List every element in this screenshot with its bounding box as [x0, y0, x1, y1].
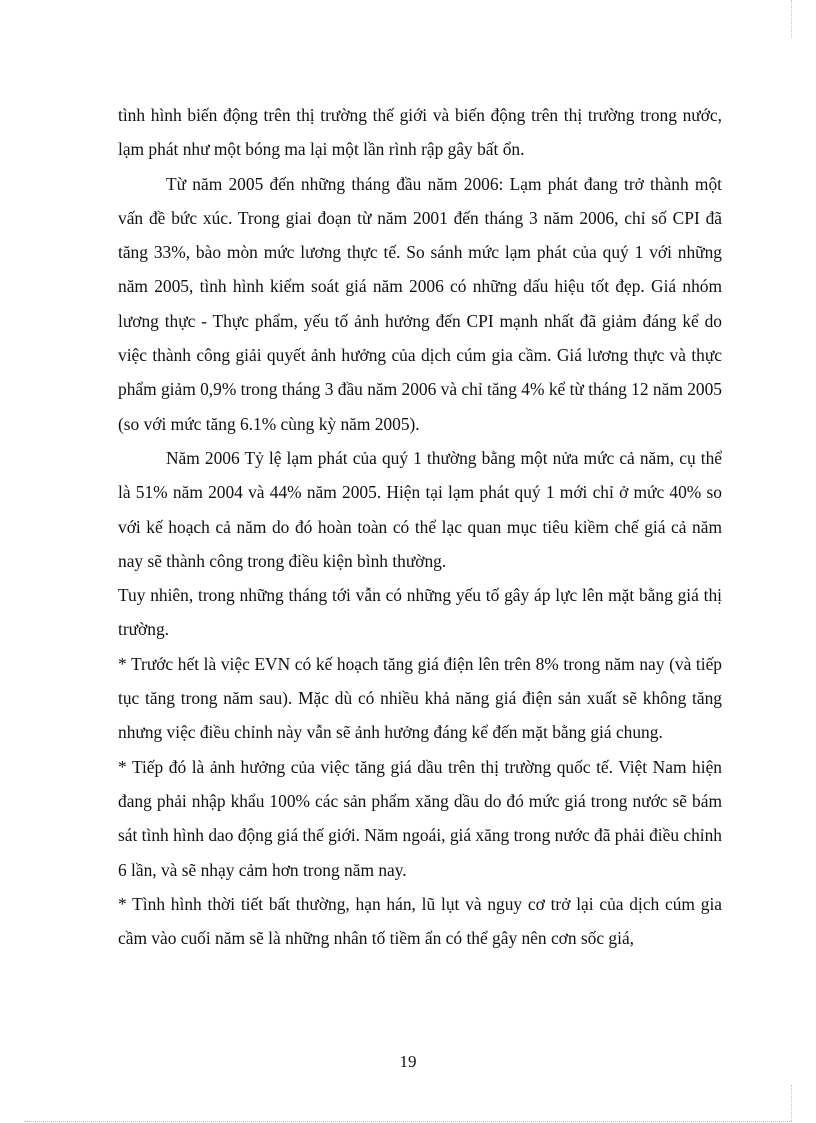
bullet-paragraph-oil: * Tiếp đó là ảnh hưởng của việc tăng giá dầu trên thị trường quốc tế. Việt Nam hiện đang phải nhập khẩu 100% các sản phẩm xăng dầu do đó mức giá trong nước sẽ bám sát tình hình dao động giá thế giới. Năm ngoái, giá xăng trong nước đã phải điều chỉnh 6 lần, và sẽ nhạy cảm hơn trong năm nay. [118, 756, 723, 880]
margin-guide-top [791, 0, 792, 38]
bullet-paragraph-electricity: * Trước hết là việc EVN có kế hoạch tăng giá điện lên trên 8% trong năm nay (và tiếp tục tăng trong năm sau). Mặc dù có nhiều khả năng giá điện sản xuất sẽ không tăng nhưng việc điều chỉnh này vẫn sẽ ảnh hưởng đáng kể đến mặt bằng giá chung. [118, 653, 722, 743]
paragraph-1: tình hình biến động trên thị trường thế giới và biến động trên thị trường trong nước, lạm phát như một bóng ma lại một lần rình rập gây bất ổn. [118, 105, 722, 160]
margin-guide-bottom [791, 1085, 792, 1121]
paragraph-4: Tuy nhiên, trong những tháng tới vẫn có những yếu tố gây áp lực lên mặt bằng giá thị trường. [118, 585, 722, 640]
footer-dotted-rule [24, 1121, 792, 1122]
paragraph-3: Năm 2006 Tỷ lệ lạm phát của quý 1 thường bằng một nửa mức cả năm, cụ thể là 51% năm 2004 và 44% năm 2005. Hiện tại lạm phát quý 1 mới chỉ ở mức 40% so với kế hoạch cả năm do đó hoàn toàn có thể lạc quan mục tiêu kiềm chế giá cả năm nay sẽ thành công trong điều kiện bình thường. [118, 447, 722, 571]
paragraph-2: Từ năm 2005 đến những tháng đầu năm 2006: Lạm phát đang trở thành một vấn đề bức xúc. Trong giai đoạn từ năm 2001 đến tháng 3 năm 2006, chỉ số CPI đã tăng 33%, bào mòn mức lương thực tế. So sánh mức lạm phát của quý 1 với những năm 2005, tình hình kiểm soát giá năm 2006 có những dấu hiệu tốt đẹp. Giá nhóm lương thực - Thực phẩm, yếu tố ảnh hưởng đến CPI mạnh nhất đã giảm đáng kể do việc thành công giải quyết ảnh hưởng của dịch cúm gia cầm. Giá lương thực và thực phẩm giảm 0,9% trong tháng 3 đầu năm 2006 và chỉ tăng 4% kể từ tháng 12 năm 2005 (so với mức tăng 6.1% cùng kỳ năm 2005). [118, 173, 722, 434]
body-text [118, 98, 722, 955]
page-number: 19 [399, 1052, 417, 1071]
bullet-paragraph-weather: * Tình hình thời tiết bất thường, hạn hán, lũ lụt và nguy cơ trở lại của dịch cúm gia cầm vào cuối năm sẽ là những nhân tố tiềm ẩn có thể gây nên cơn sốc giá, [118, 893, 722, 949]
